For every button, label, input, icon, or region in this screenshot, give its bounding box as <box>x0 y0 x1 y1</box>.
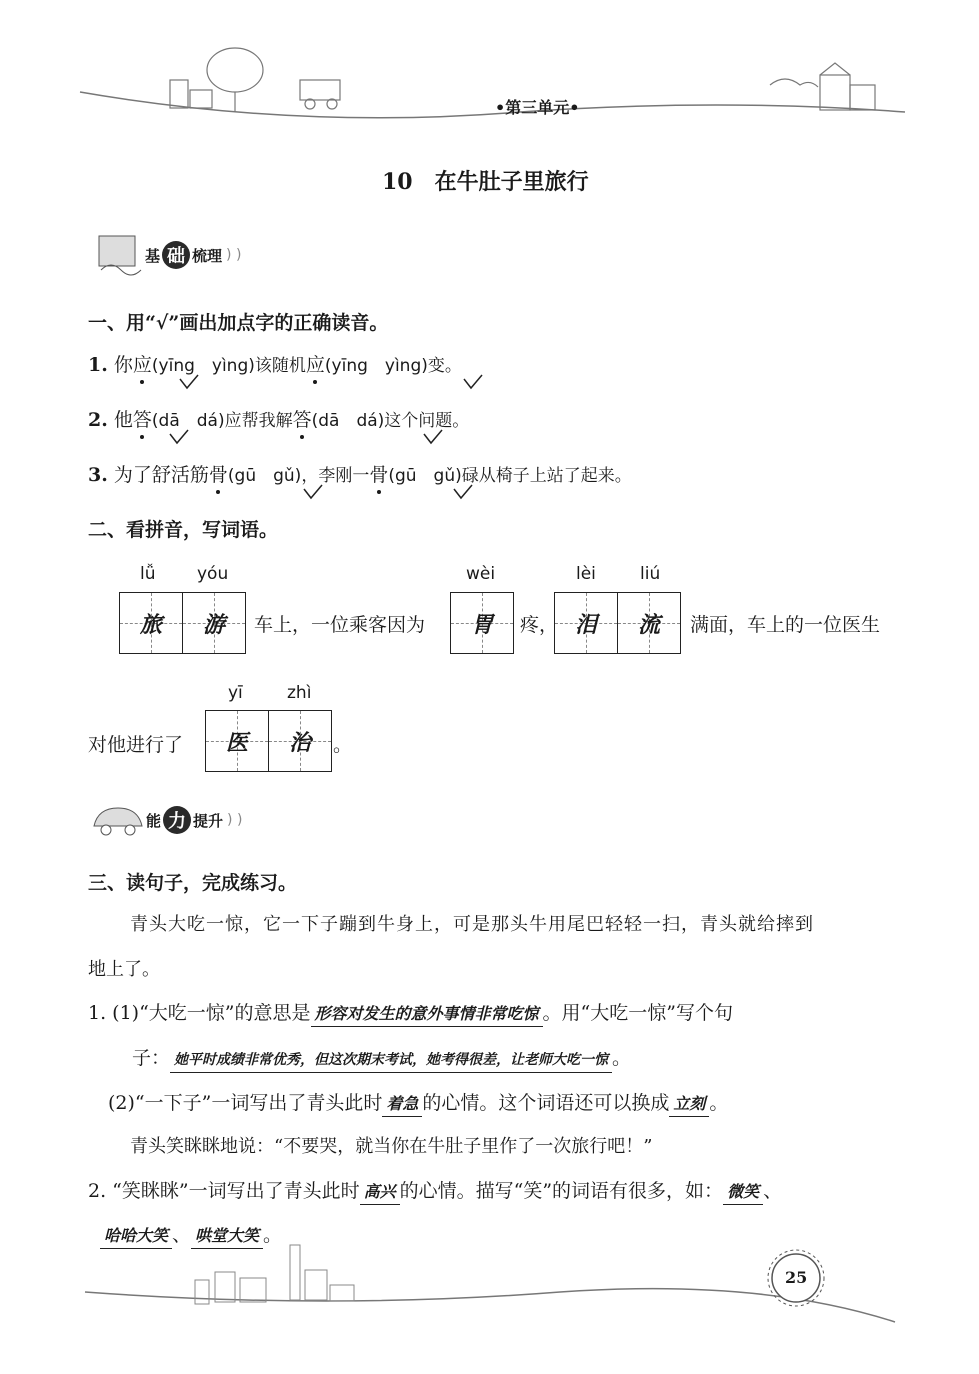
lesson-title: 10 在牛肚子里旅行 <box>382 169 589 195</box>
section2-heading: 二、看拼音，写词语。 <box>88 519 279 541</box>
answer-blank: 高兴 <box>360 1180 400 1205</box>
section3-heading: 三、读句子，完成练习。 <box>88 872 298 894</box>
question-3-1-2: (2)“一下子”一词写出了青头此时 着急 的心情。这个词语还可以换成 立刻 。 <box>108 1088 728 1117</box>
car-icon <box>90 800 146 840</box>
answer-blank: 着急 <box>382 1092 422 1117</box>
writing-grid <box>119 592 246 654</box>
book-icon <box>95 230 145 280</box>
answer-blank: 哄堂大笑 <box>191 1224 263 1249</box>
writing-grid <box>450 592 514 654</box>
grid-cell: 泪 <box>555 593 617 653</box>
pinyin-label: lǚ <box>140 564 156 584</box>
sentence-text: 疼， <box>520 614 559 636</box>
answer-blank: 立刻 <box>669 1092 709 1117</box>
section1-heading: 一、用“√”画出加点字的正确读音。 <box>88 312 389 334</box>
question-3-2: 2. “笑眯眯”一词写出了青头此时 高兴 的心情。描写“笑”的词语有很多，如： 微笑 、 <box>88 1176 782 1205</box>
writing-grid <box>205 710 332 772</box>
sentence-text: 车上，一位乘客因为 <box>254 614 426 636</box>
question-1-1: 1. 你应(yīng yìng)该随机应(yīng yìng)变。 <box>88 350 462 377</box>
sentence-text: 对他进行了 <box>88 734 184 756</box>
passage-line: 青头笑眯眯地说：“不要哭，就当你在牛肚子里作了一次旅行吧！” <box>130 1136 653 1157</box>
grid-cell: 医 <box>206 711 268 771</box>
question-3-1-1-cont: 子： 她平时成绩非常优秀，但这次期末考试，她考得很差，让老师大吃一惊 。 <box>132 1043 631 1073</box>
sentence-text: 。 <box>333 734 353 756</box>
grid-cell: 旅 <box>120 593 182 653</box>
page-number: 25 <box>785 1268 808 1287</box>
grid-cell: 治 <box>268 711 331 771</box>
writing-grid <box>554 592 681 654</box>
pinyin-label: yóu <box>197 564 229 584</box>
answer-blank: 她平时成绩非常优秀，但这次期末考试，她考得很差，让老师大吃一惊 <box>170 1048 612 1073</box>
checkmark-icon <box>452 483 474 501</box>
checkmark-icon <box>168 428 190 446</box>
answer-blank: 形容对发生的意外事情非常吃惊 <box>311 1002 543 1027</box>
answer-blank: 微笑 <box>723 1180 763 1205</box>
footer-decoration <box>0 1230 979 1350</box>
question-1-2: 2. 他答(dā dá)应帮我解答(dā dá)这个问题。 <box>88 405 469 432</box>
sentence-text: 满面，车上的一位医生 <box>690 614 881 636</box>
answer-blank: 哈哈大笑 <box>100 1224 172 1249</box>
question-3-1-1: 1. (1)“大吃一惊”的意思是 形容对发生的意外事情非常吃惊 。用“大吃一惊”写个句 <box>88 998 733 1027</box>
header-decoration <box>0 0 979 140</box>
pinyin-label: zhì <box>287 683 312 703</box>
unit-label: •第三单元• <box>495 98 580 117</box>
question-1-3: 3. 为了舒活筋骨(gū gǔ)，李刚一骨(gū gǔ)碌从椅子上站了起来。 <box>88 460 632 487</box>
pinyin-label: wèi <box>466 564 496 584</box>
section-badge-ability: 能 力 提升 ) ) <box>90 800 242 840</box>
pinyin-label: lèi <box>576 564 596 584</box>
checkmark-icon <box>422 428 444 446</box>
section-badge-basic: 基 础 梳理 ) ) <box>95 230 241 280</box>
checkmark-icon <box>462 373 484 391</box>
passage-line: 地上了。 <box>88 959 160 980</box>
grid-cell: 胃 <box>451 593 513 653</box>
pinyin-label: yī <box>228 683 243 703</box>
passage-line: 青头大吃一惊，它一下子蹦到牛身上，可是那头牛用尾巴轻轻一扫，青头就给摔到 <box>130 914 814 935</box>
pinyin-label: liú <box>640 564 661 584</box>
grid-cell: 流 <box>617 593 680 653</box>
grid-cell: 游 <box>182 593 245 653</box>
checkmark-icon <box>302 483 324 501</box>
checkmark-icon <box>178 373 200 391</box>
question-3-2-cont: 哈哈大笑 、 哄堂大笑 。 <box>100 1220 282 1249</box>
